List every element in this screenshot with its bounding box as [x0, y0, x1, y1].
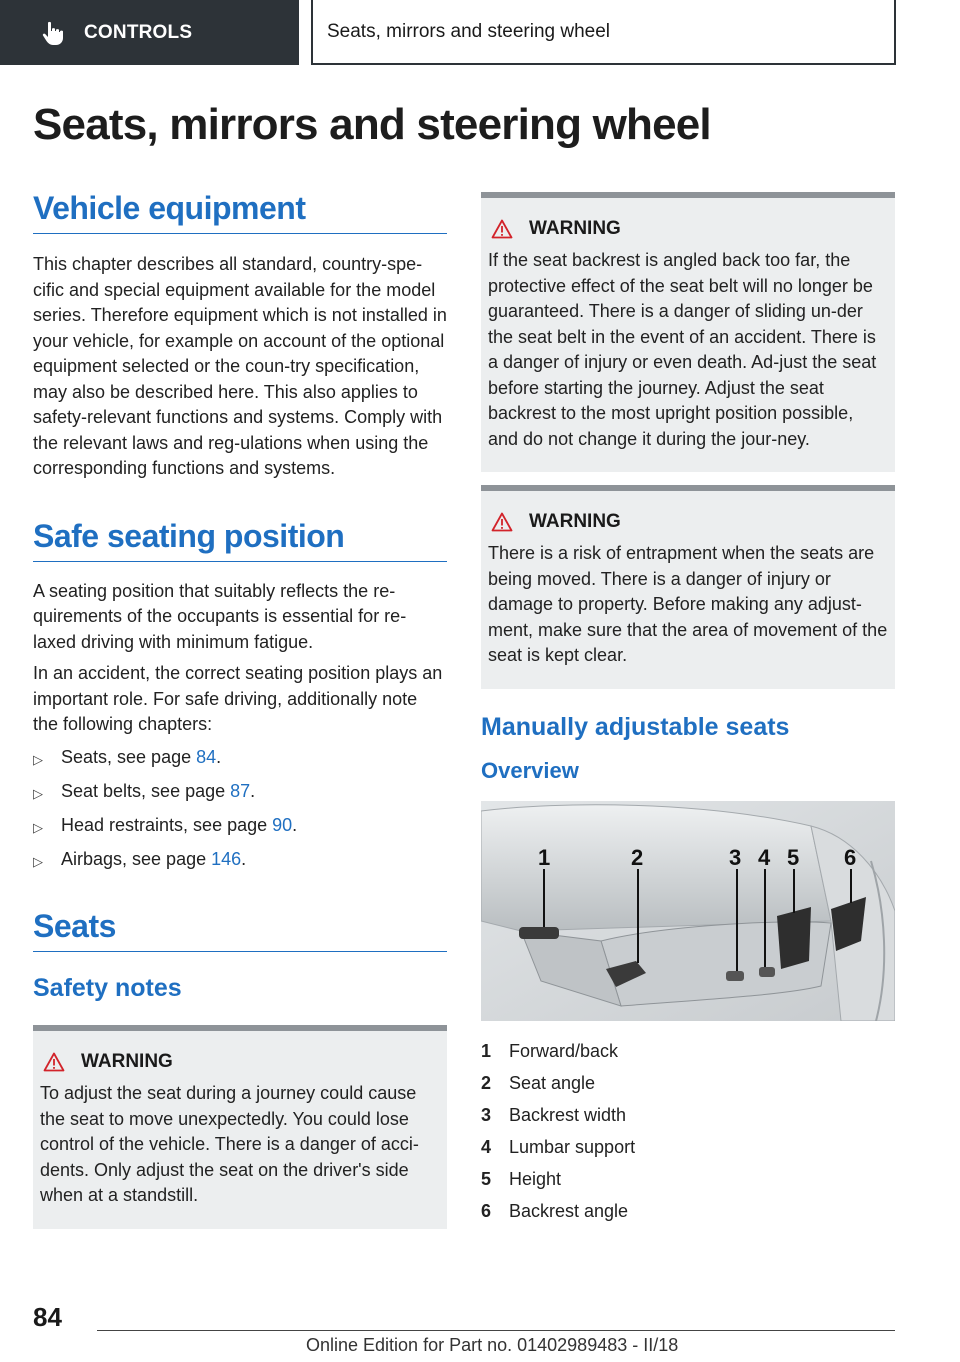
- page-title: Seats, mirrors and steering wheel: [33, 100, 711, 149]
- list-item-text: Head restraints, see page: [61, 814, 273, 835]
- vehicle-equipment-text: This chapter describes all standard, country-spe‐cific and special equipment available for the model series. Therefore equipment which is not installed in your vehicle, for example on account of the optional equipment selected or the coun‐try specification, may also be described here. This also applies to safety-relevant functions and systems. Comply with the relevant laws and reg‐ulations when using the corresponding functions and systems.: [33, 254, 447, 478]
- legend-label: Forward/back: [509, 1040, 619, 1061]
- hand-pointer-icon: [40, 20, 66, 46]
- warning-title: [40, 1051, 440, 1073]
- warning-text-3: There is a risk of entrapment when the seats are being moved. There is a danger of injury or damage to property. Before making any adjust‐ment, make sure that the area of movement of the seat is kept clear.: [488, 543, 888, 665]
- list-item-end: .: [216, 746, 222, 767]
- warning-triangle-icon: [491, 512, 513, 532]
- heading-manually-adjustable-seats: Manually adjustable seats: [481, 712, 790, 741]
- legend-number: 2: [481, 1072, 492, 1093]
- warning-label: WARNING: [529, 511, 621, 532]
- header-section-tab[interactable]: [0, 0, 299, 65]
- heading-overview: Overview: [481, 757, 579, 783]
- triangle-bullet-icon: ▷: [33, 751, 43, 767]
- triangle-bullet-icon: ▷: [33, 853, 43, 869]
- legend-number: 3: [481, 1104, 492, 1125]
- warning-box-3: [481, 485, 895, 689]
- callout-label: 2: [631, 844, 644, 870]
- legend-item: [481, 1035, 895, 1067]
- callout-label: 4: [758, 844, 771, 870]
- triangle-bullet-icon: ▷: [33, 785, 43, 801]
- page-link-87[interactable]: 87: [230, 780, 251, 801]
- page-link-84[interactable]: 84: [196, 746, 217, 767]
- list-item-end: .: [241, 848, 247, 869]
- warning-label: WARNING: [529, 218, 621, 239]
- right-column: [481, 192, 895, 1227]
- warning-box-2: [481, 192, 895, 472]
- warning-text-1: To adjust the seat during a journey could cause the seat to move unexpectedly. You could lose control of the vehicle. There is a danger of acci‐dents. Only adjust the seat on the driver's side when at a standstill.: [40, 1083, 419, 1205]
- list-item-end: .: [250, 780, 256, 801]
- list-item-text: Seats, see page: [61, 746, 197, 767]
- header-chapter: [311, 0, 896, 65]
- seat-controls-legend: [481, 1035, 895, 1227]
- legend-number: 1: [481, 1040, 492, 1061]
- triangle-bullet-icon: ▷: [33, 819, 43, 835]
- list-item-text: Seat belts, see page: [61, 780, 231, 801]
- chapter-reference-list: [33, 745, 447, 875]
- heading-vehicle-equipment: Vehicle equipment: [33, 190, 447, 234]
- legend-number: 6: [481, 1200, 492, 1221]
- warning-triangle-icon: [43, 1052, 65, 1072]
- left-column: [33, 190, 447, 1229]
- seat-controls-illustration: [481, 801, 895, 1021]
- legend-item: [481, 1067, 895, 1099]
- callout-label: 6: [844, 844, 857, 870]
- legend-label: Lumbar support: [509, 1136, 636, 1157]
- warning-title: [488, 511, 888, 533]
- header-chapter-label: Seats, mirrors and steering wheel: [327, 20, 611, 42]
- legend-item: [481, 1099, 895, 1131]
- list-item: [33, 745, 447, 773]
- legend-label: Height: [509, 1168, 562, 1189]
- warning-text-2: If the seat backrest is angled back too far, the protective effect of the seat belt will no longer be guaranteed. There is a danger of sliding un‐der the seat belt in the event of an accident. There is a danger of injury or even death. Ad‐just the seat before starting the journey. Adjust the seat backrest to the most upright position possible, and do not change it during the jour‐ney.: [488, 250, 877, 449]
- page-link-90[interactable]: 90: [272, 814, 293, 835]
- legend-item: [481, 1131, 895, 1163]
- heading-seats: Seats: [33, 908, 447, 952]
- callout-label: 3: [729, 844, 742, 870]
- list-item-end: .: [292, 814, 298, 835]
- list-item: [33, 847, 447, 875]
- warning-title: [488, 218, 888, 240]
- legend-label: Backrest angle: [509, 1200, 629, 1221]
- callout-label: 5: [787, 844, 800, 870]
- footer-divider: [97, 1330, 895, 1331]
- warning-box-1: [33, 1025, 447, 1229]
- list-item-text: Airbags, see page: [61, 848, 212, 869]
- list-item: [33, 779, 447, 807]
- safe-seating-text-1: A seating position that suitably reflects the re‐quirements of the occupants is essential for re‐laxed driving with minimum fatigue.: [33, 580, 407, 652]
- page-number: 84: [33, 1302, 62, 1332]
- callout-label: 1: [538, 844, 551, 870]
- page-link-146[interactable]: 146: [211, 848, 242, 869]
- legend-label: Seat angle: [509, 1072, 596, 1093]
- safe-seating-text-2: In an accident, the correct seating position plays an important role. For safe driving, additionally note the following chapters:: [33, 663, 443, 734]
- legend-number: 5: [481, 1168, 492, 1189]
- heading-safety-notes: Safety notes: [33, 974, 182, 1002]
- header-section-label: CONTROLS: [84, 21, 193, 43]
- footer-edition: Online Edition for Part no. 01402989483 - II/18: [306, 1335, 679, 1355]
- seat-illustration-drawing: [481, 801, 895, 1021]
- list-item: [33, 813, 447, 841]
- warning-label: WARNING: [81, 1051, 173, 1072]
- legend-item: [481, 1195, 895, 1227]
- legend-item: [481, 1163, 895, 1195]
- heading-safe-seating: Safe seating position: [33, 518, 447, 562]
- warning-triangle-icon: [491, 219, 513, 239]
- legend-number: 4: [481, 1136, 492, 1157]
- legend-label: Backrest width: [509, 1104, 627, 1125]
